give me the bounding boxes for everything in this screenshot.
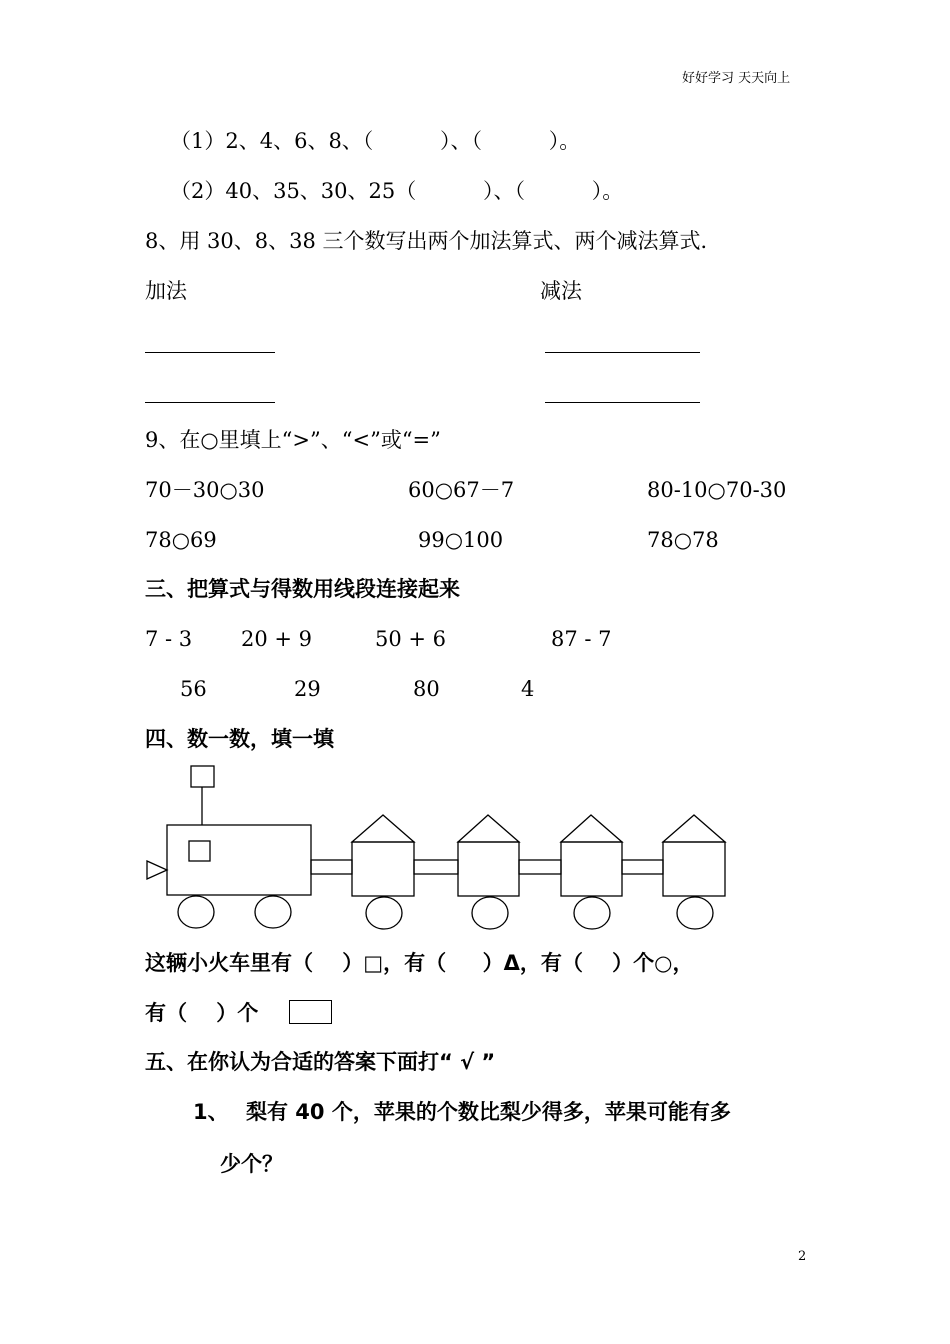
- q8-sub-label: 减法: [540, 279, 582, 303]
- wheel-circle-shape: [178, 896, 214, 928]
- coupler-shape: [414, 860, 458, 874]
- section-4-title: 四、数一数，填一填: [145, 727, 334, 751]
- q9-compare-item: 99○100: [418, 528, 504, 552]
- rectangle-icon: [289, 1000, 332, 1024]
- car-body-square-shape: [458, 842, 519, 896]
- s5-question-1-continuation: 少个？: [220, 1152, 283, 1176]
- car-roof-triangle-shape: [458, 815, 519, 842]
- wheel-circle-shape: [366, 897, 402, 929]
- q9-compare-item: 60○67－7: [408, 478, 515, 502]
- coupler-shape: [622, 860, 663, 874]
- s3-result[interactable]: 80: [413, 677, 440, 701]
- q8-add-answer-line-1[interactable]: [145, 352, 275, 353]
- q9-compare-item: 78○69: [145, 528, 217, 552]
- wheel-circle-shape: [472, 897, 508, 929]
- q7-sequence-1: （1）2、4、6、8、（ ）、（ ）。: [170, 129, 581, 153]
- engine-window-square-shape: [189, 841, 210, 861]
- q7-sequence-2: （2）40、35、30、25（ ）、（ ）。: [170, 179, 624, 203]
- q9-prompt: 9、在○里填上“>”、“<”或“=”: [145, 428, 441, 452]
- q8-add-label: 加法: [145, 279, 187, 303]
- header-motto: 好好学习 天天向上: [682, 71, 791, 86]
- s3-result[interactable]: 29: [294, 677, 321, 701]
- s4-fill-line-1: 这辆小火车里有（ ）□，有（ ）Δ，有（ ）个○，: [145, 951, 694, 975]
- q8-sub-answer-line-1[interactable]: [545, 352, 700, 353]
- s3-result[interactable]: 4: [521, 677, 535, 701]
- s5-question-1-number: 1、: [193, 1100, 229, 1124]
- q9-compare-item: 70－30○30: [145, 478, 265, 502]
- page-number: 2: [798, 1249, 807, 1264]
- engine-body-shape: [167, 825, 311, 895]
- engine-front-triangle-shape: [147, 861, 167, 879]
- s3-expression[interactable]: 20 + 9: [241, 627, 313, 651]
- car-roof-triangle-shape: [352, 815, 414, 842]
- chimney-square-shape: [191, 766, 214, 787]
- coupler-shape: [519, 860, 561, 874]
- q9-compare-item: 78○78: [647, 528, 719, 552]
- car-body-square-shape: [352, 842, 414, 896]
- q8-add-answer-line-2[interactable]: [145, 402, 275, 403]
- s3-result[interactable]: 56: [180, 677, 207, 701]
- q8-sub-answer-line-2[interactable]: [545, 402, 700, 403]
- car-body-square-shape: [663, 842, 725, 896]
- wheel-circle-shape: [574, 897, 610, 929]
- car-roof-triangle-shape: [663, 815, 725, 842]
- wheel-circle-shape: [677, 897, 713, 929]
- s3-expression[interactable]: 7 - 3: [145, 627, 193, 651]
- section-3-title: 三、把算式与得数用线段连接起来: [145, 577, 460, 601]
- car-roof-triangle-shape: [561, 815, 622, 842]
- q9-compare-item: 80-10○70-30: [647, 478, 787, 502]
- s4-fill-line-2: 有（ ）个: [145, 1001, 259, 1025]
- car-body-square-shape: [561, 842, 622, 896]
- wheel-circle-shape: [255, 896, 291, 928]
- s3-expression[interactable]: 50 + 6: [375, 627, 447, 651]
- s3-expression[interactable]: 87 - 7: [551, 627, 612, 651]
- coupler-shape: [311, 860, 352, 874]
- q8-prompt: 8、用 30、8、38 三个数写出两个加法算式、两个减法算式．: [145, 229, 722, 253]
- s5-question-1-text: 梨有 40 个，苹果的个数比梨少得多，苹果可能有多: [246, 1100, 731, 1124]
- section-5-title: 五、在你认为合适的答案下面打“ √ ”: [145, 1050, 496, 1074]
